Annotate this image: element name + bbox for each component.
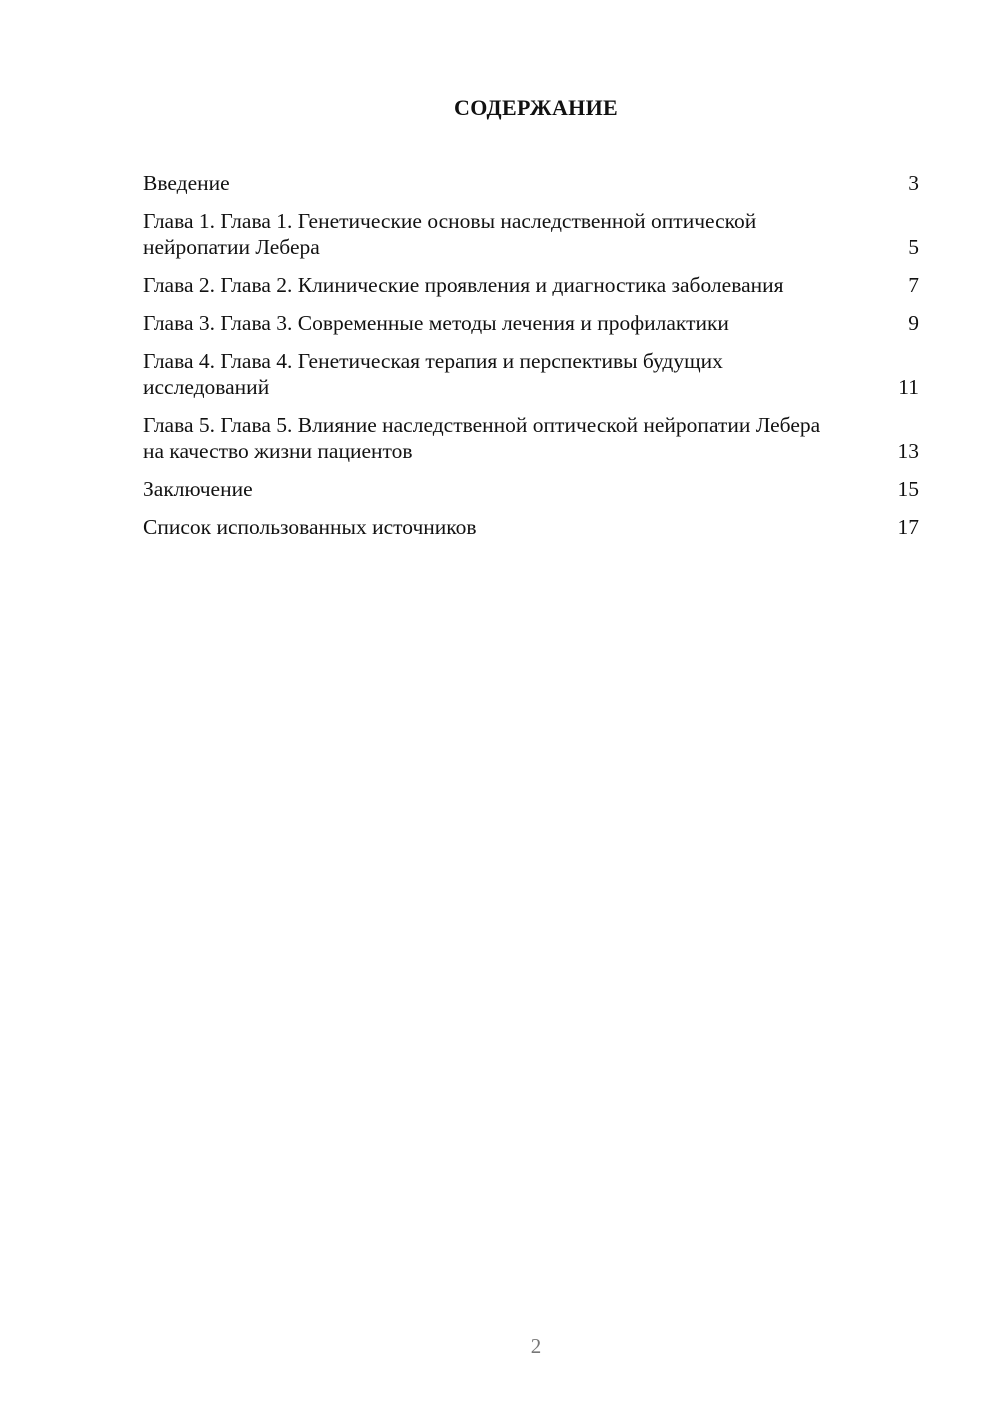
toc-entry-label: Заключение xyxy=(143,477,253,501)
toc-entry-label: Глава 4. Глава 4. Генетическая терапия и перспективы будущих исследований xyxy=(143,349,723,399)
toc-entry-page: 17 xyxy=(897,515,919,539)
toc-entry-chapter-2[interactable] xyxy=(143,272,919,298)
toc-entry-page: 13 xyxy=(897,439,919,463)
toc-entry-label: Список использованных источников xyxy=(143,515,477,539)
toc-entry-page: 15 xyxy=(897,477,919,501)
toc-entry-chapter-1[interactable] xyxy=(143,208,919,260)
toc-entry-label: Глава 1. Глава 1. Генетические основы наследственной оптической нейропатии Лебера xyxy=(143,209,757,259)
toc-entry-label: Глава 3. Глава 3. Современные методы лечения и профилактики xyxy=(143,311,729,335)
toc-entry-label: Введение xyxy=(143,171,230,195)
toc-entry-references[interactable] xyxy=(143,514,919,540)
toc-entry-introduction[interactable] xyxy=(143,170,919,196)
toc-entry-label: Глава 2. Глава 2. Клинические проявления и диагностика заболевания xyxy=(143,273,784,297)
toc-entry-page: 3 xyxy=(908,171,919,195)
toc-entry-page: 7 xyxy=(908,273,919,297)
page-number: 2 xyxy=(530,1334,542,1358)
toc-entry-chapter-5[interactable] xyxy=(143,412,919,464)
toc-entry-page: 11 xyxy=(898,375,919,399)
toc-entry-conclusion[interactable] xyxy=(143,476,919,502)
toc-entry-page: 9 xyxy=(908,311,919,335)
table-of-contents xyxy=(143,170,919,552)
toc-entry-page: 5 xyxy=(908,235,919,259)
page-title: СОДЕРЖАНИЕ xyxy=(454,95,618,120)
toc-entry-chapter-4[interactable] xyxy=(143,348,919,400)
toc-entry-chapter-3[interactable] xyxy=(143,310,919,336)
toc-entry-label: Глава 5. Глава 5. Влияние наследственной оптической нейропатии Лебера на качество жизни пациентов xyxy=(143,413,821,463)
